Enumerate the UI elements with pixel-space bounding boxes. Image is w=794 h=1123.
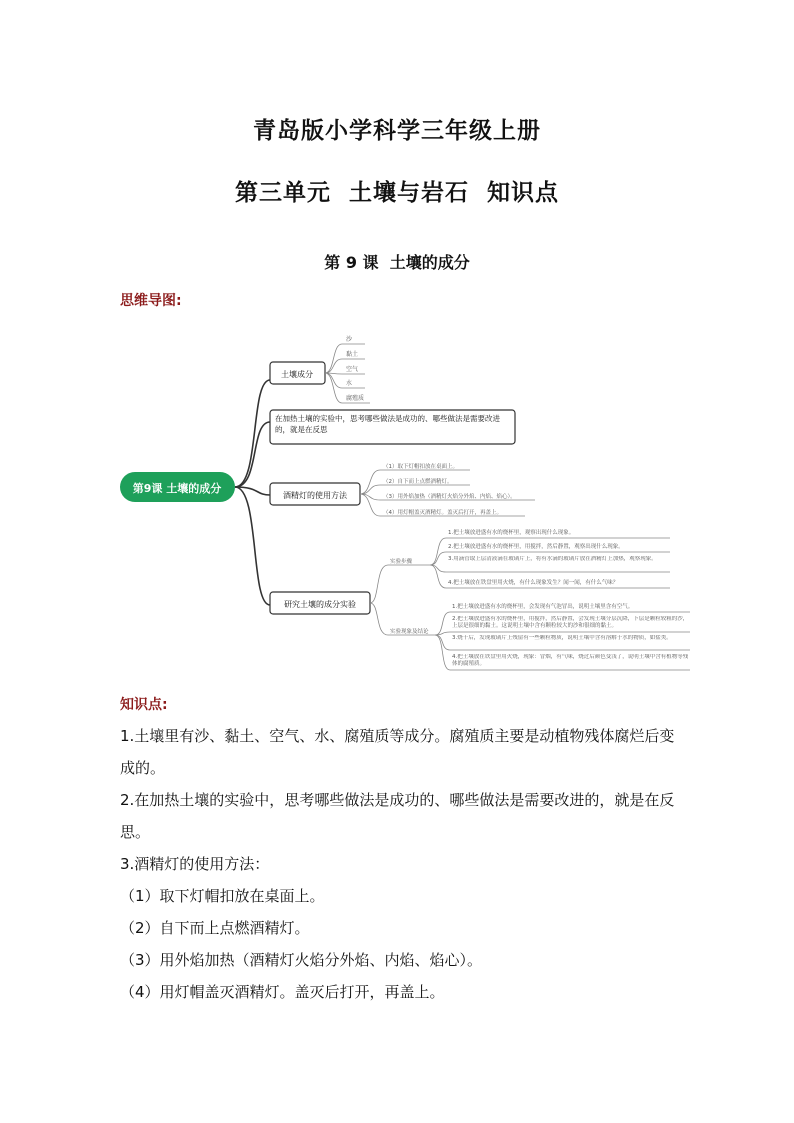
branch-alcohol-lamp [270,462,535,516]
leaf-clay: 黏土 [346,351,359,358]
mindmap-diagram [110,320,695,680]
knowledge-point-3: 3.酒精灯的使用方法： [120,855,270,873]
sub-conclusion-label: 实验现象及结论 [390,629,429,635]
svg-text:研究土壤的成分实验: 研究土壤的成分实验 [284,600,356,609]
leaf-humus: 腐殖质 [346,395,365,402]
knowledge-points [120,720,680,1008]
leaf-sand: 沙 [346,336,353,343]
lesson-title: 第 9 课 土壤的成分 [324,253,470,272]
branch-reflection: 在加热土壤的实验中，思考哪些做法是成功的、哪些做法是需要改进的，就是在反思 [270,410,515,444]
lamp-step-1-text: （1）取下灯帽扣放在桌面上。 [120,887,325,905]
sub-steps-label: 实验步骤 [390,559,413,565]
knowledge-label: 知识点: [120,697,168,713]
steps-leaves: 1.把土壤放进盛有水的烧杯里，观察出现什么现象。 2.把土壤放进盛有水的烧杯里，用搅拌，然后静置，观察出现什么现象。 3.用滴管取上层清液滴在玻璃片上，将有水滴的玻璃片放在酒精灯上加热，观察现象。 4.把土壤放在铁盘里用火烧，有什么现象发生？闻一闻，有什么气味？ [448,530,657,586]
svg-text:土壤成分: 土壤成分 [281,370,313,379]
branch-soil-experiment [270,528,692,670]
root-connectors [235,380,270,605]
lamp-step-2-text: （2）自下而上点燃酒精灯。 [120,919,310,937]
mindmap-label: 思维导图: [120,293,182,309]
lamp-step-4: （4）用灯帽盖灭酒精灯。盖灭后打开，再盖上。 [383,510,503,516]
unit-title: 第三单元 土壤与岩石 知识点 [234,180,560,206]
lamp-step-3: （3）用外焰加热（酒精灯火焰分外焰、内焰、焰心）。 [383,494,516,500]
knowledge-point-1: 1.土壤里有沙、黏土、空气、水、腐殖质等成分。腐殖质主要是动植物残体腐烂后变成的。 [120,727,675,777]
mindmap-root [120,472,235,502]
svg-text:第9课 土壤的成分: 第9课 土壤的成分 [132,482,222,495]
lamp-step-1: （1）取下灯帽扣放在桌面上。 [383,464,459,470]
branch-soil-components [270,335,370,403]
book-title: 青岛版小学科学三年级上册 [253,118,541,144]
lamp-step-2: （2）自下而上点燃酒精灯。 [383,479,453,485]
lamp-step-3-text: （3）用外焰加热（酒精灯火焰分外焰、内焰、焰心）。 [120,951,483,969]
lamp-step-4-text: （4）用灯帽盖灭酒精灯。盖灭后打开，再盖上。 [120,983,445,1001]
knowledge-point-2: 2.在加热土壤的实验中，思考哪些做法是成功的、哪些做法是需要改进的，就是在反思。 [120,791,675,841]
conclusion-leaves: 1.把土壤放进盛有水的烧杯里，会发现有气泡冒出，说明土壤里含有空气。 2.把土壤放进盛有水的烧杯里，用搅拌，然后静置，会发现土壤分层沉降，下层是颗粒较粗的沙，上层是很细的黏土。这说明土壤中含有颗粒较大的沙和很细的黏土。 3.烧干后，发现玻璃片上残留有一些颗粒物质，说明土壤中含有溶解于水的物质，如盐类。 4.把土壤放在铁盘里用火烧，现象：冒烟，有气味，烧过后颜色变浅了，说明土壤中含有植物等残体的腐殖质。 [452,604,689,667]
svg-text:酒精灯的使用方法: 酒精灯的使用方法 [283,491,347,500]
leaf-water: 水 [346,380,353,387]
leaf-air: 空气 [346,366,359,373]
